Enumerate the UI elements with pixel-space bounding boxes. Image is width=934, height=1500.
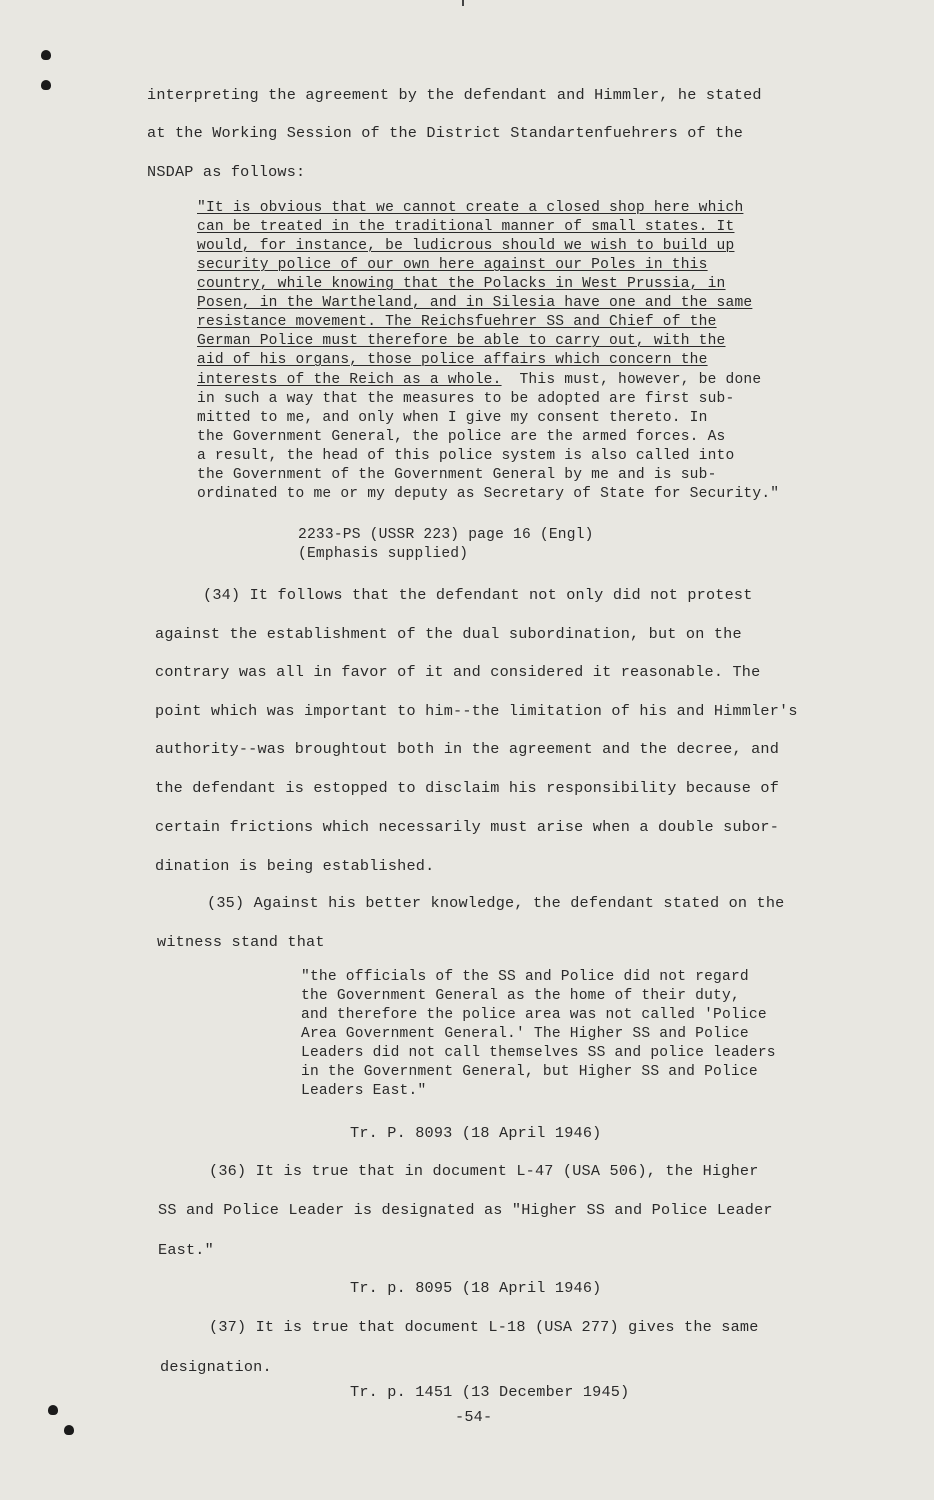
punch-hole-bottom-2: [64, 1425, 74, 1435]
underlined-fragment: interests of the Reich as a whole.: [197, 372, 502, 388]
citation-2: Tr. P. 8093 (18 April 1946): [350, 1124, 602, 1142]
text-line: (34) It follows that the defendant not only did not protest: [203, 586, 753, 604]
text-line: the defendant is estopped to disclaim his responsibility because of: [155, 779, 780, 797]
text-line: (36) It is true that in document L-47 (USA 506), the Higher: [209, 1162, 759, 1180]
quote-line-underlined: German Police must therefore be able to carry out, with the: [197, 333, 726, 349]
quote-line: a result, the head of this police system is also called into: [197, 448, 735, 464]
text-line: designation.: [160, 1358, 272, 1376]
text-line: authority--was broughtout both in the agreement and the decree, and: [155, 740, 780, 758]
quote-line: mitted to me, and only when I give my consent thereto. In: [197, 410, 708, 426]
quote-line-underlined: can be treated in the traditional manner of small states. It: [197, 219, 735, 235]
quote-line: Area Government General.' The Higher SS and Police: [301, 1026, 749, 1042]
quote-line: ordinated to me or my deputy as Secretary of State for Security.": [197, 486, 780, 502]
quote-line-mixed: [197, 372, 761, 388]
text-line: East.": [158, 1241, 214, 1259]
page-number: -54-: [455, 1408, 493, 1426]
quote-line: Leaders East.": [301, 1083, 427, 1099]
text-line: NSDAP as follows:: [147, 163, 306, 181]
text-line: against the establishment of the dual subordination, but on the: [155, 625, 742, 643]
punch-hole-top-1: [41, 50, 51, 60]
quote-line-underlined: "It is obvious that we cannot create a closed shop here which: [197, 200, 744, 216]
text-line: (35) Against his better knowledge, the defendant stated on the: [207, 894, 785, 912]
quote-line: the Government General as the home of their duty,: [301, 988, 740, 1004]
punch-hole-bottom-1: [48, 1405, 58, 1415]
quote-line-underlined: country, while knowing that the Polacks in West Prussia, in: [197, 276, 726, 292]
quote-line-underlined: Posen, in the Wartheland, and in Silesia have one and the same: [197, 295, 753, 311]
text-line: SS and Police Leader is designated as "Higher SS and Police Leader: [158, 1201, 773, 1219]
quote-line: in the Government General, but Higher SS and Police: [301, 1064, 758, 1080]
text-line: point which was important to him--the limitation of his and Himmler's: [155, 702, 798, 720]
text-line: (37) It is true that document L-18 (USA 277) gives the same: [209, 1318, 759, 1336]
plain-fragment: This must, however, be done: [501, 372, 762, 388]
text-line: interpreting the agreement by the defendant and Himmler, he stated: [147, 86, 762, 104]
citation-line: (Emphasis supplied): [298, 546, 469, 562]
punch-hole-top-2: [41, 80, 51, 90]
fold-mark: [462, 0, 464, 6]
text-line: at the Working Session of the District Standartenfuehrers of the: [147, 124, 744, 142]
quote-line: Leaders did not call themselves SS and police leaders: [301, 1045, 776, 1061]
quote-line: the Government General, the police are the armed forces. As: [197, 429, 726, 445]
quote-line-underlined: aid of his organs, those police affairs which concern the: [197, 352, 708, 368]
citation-line: 2233-PS (USSR 223) page 16 (Engl): [298, 527, 594, 543]
quote-line-underlined: security police of our own here against our Poles in this: [197, 257, 708, 273]
citation-3: Tr. p. 8095 (18 April 1946): [350, 1279, 602, 1297]
text-line: certain frictions which necessarily must arise when a double subor-: [155, 818, 780, 836]
text-line: witness stand that: [157, 933, 325, 951]
quote-line: the Government of the Government General by me and is sub-: [197, 467, 717, 483]
quote-line: and therefore the police area was not called 'Police: [301, 1007, 767, 1023]
quote-line: in such a way that the measures to be adopted are first sub-: [197, 391, 735, 407]
quote-line: "the officials of the SS and Police did not regard: [301, 969, 749, 985]
quote-line-underlined: resistance movement. The Reichsfuehrer SS and Chief of the: [197, 314, 717, 330]
quote-line-underlined: would, for instance, be ludicrous should we wish to build up: [197, 238, 735, 254]
citation-4: Tr. p. 1451 (13 December 1945): [350, 1383, 630, 1401]
text-line: contrary was all in favor of it and considered it reasonable. The: [155, 663, 761, 681]
text-line: dination is being established.: [155, 857, 435, 875]
